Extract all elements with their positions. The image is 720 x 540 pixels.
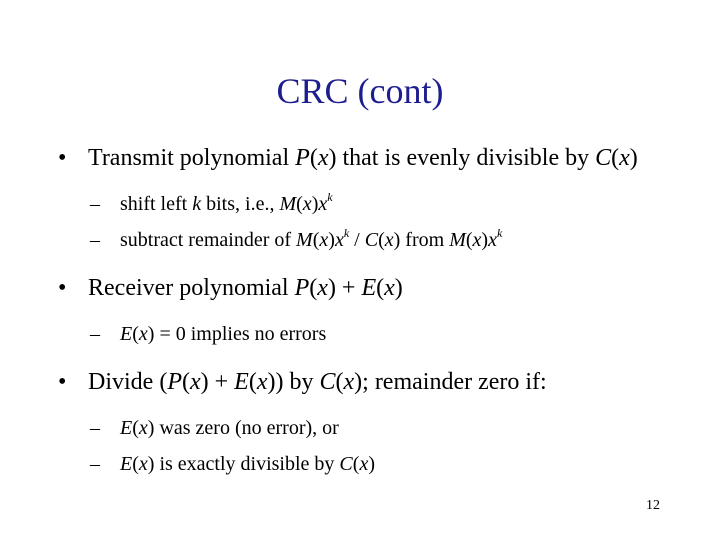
bullet-1 — [58, 142, 678, 174]
sub-bullet-1-2 — [58, 224, 678, 256]
dash-icon: – — [90, 417, 100, 439]
dash-icon: – — [90, 323, 100, 345]
dash-icon: – — [90, 229, 100, 251]
sub-bullet-1-1 — [58, 188, 678, 220]
bullet-dot-icon: • — [58, 145, 67, 171]
bullet-dot-icon: • — [58, 275, 67, 301]
sub-bullet-1-1-text: shift left k bits, i.e., $M(x)x^k$ — [120, 190, 333, 215]
bullet-2 — [58, 272, 678, 304]
bullet-3 — [58, 366, 678, 398]
bullet-1-text: Transmit polynomial P(x) that is evenly divisible by C(x) — [88, 145, 638, 171]
sub-bullet-3-2 — [58, 448, 678, 480]
sub-bullet-1-2-text: subtract remainder of $M(x)x^k / C(x)$ from $M(x)x^k$ — [120, 226, 503, 251]
page-number: 12 — [646, 498, 660, 513]
bullet-2-text: Receiver polynomial P(x) + E(x) — [88, 275, 403, 301]
bullet-dot-icon: • — [58, 369, 67, 395]
sub-bullet-2-1-text: E(x) = 0 implies no errors — [120, 323, 327, 345]
sub-bullet-3-1 — [58, 412, 678, 444]
sub-bullet-3-1-text: E(x) was zero (no error), or — [120, 417, 339, 439]
slide-title: CRC (cont) — [276, 71, 444, 111]
sub-bullet-3-2-text: E(x) is exactly divisible by C(x) — [120, 453, 375, 475]
sub-bullet-2-1 — [58, 318, 678, 350]
dash-icon: – — [90, 193, 100, 215]
bullet-list — [58, 142, 678, 480]
dash-icon: – — [90, 453, 100, 475]
bullet-3-text: Divide (P(x) + E(x)) by C(x); remainder zero if: — [88, 369, 547, 395]
